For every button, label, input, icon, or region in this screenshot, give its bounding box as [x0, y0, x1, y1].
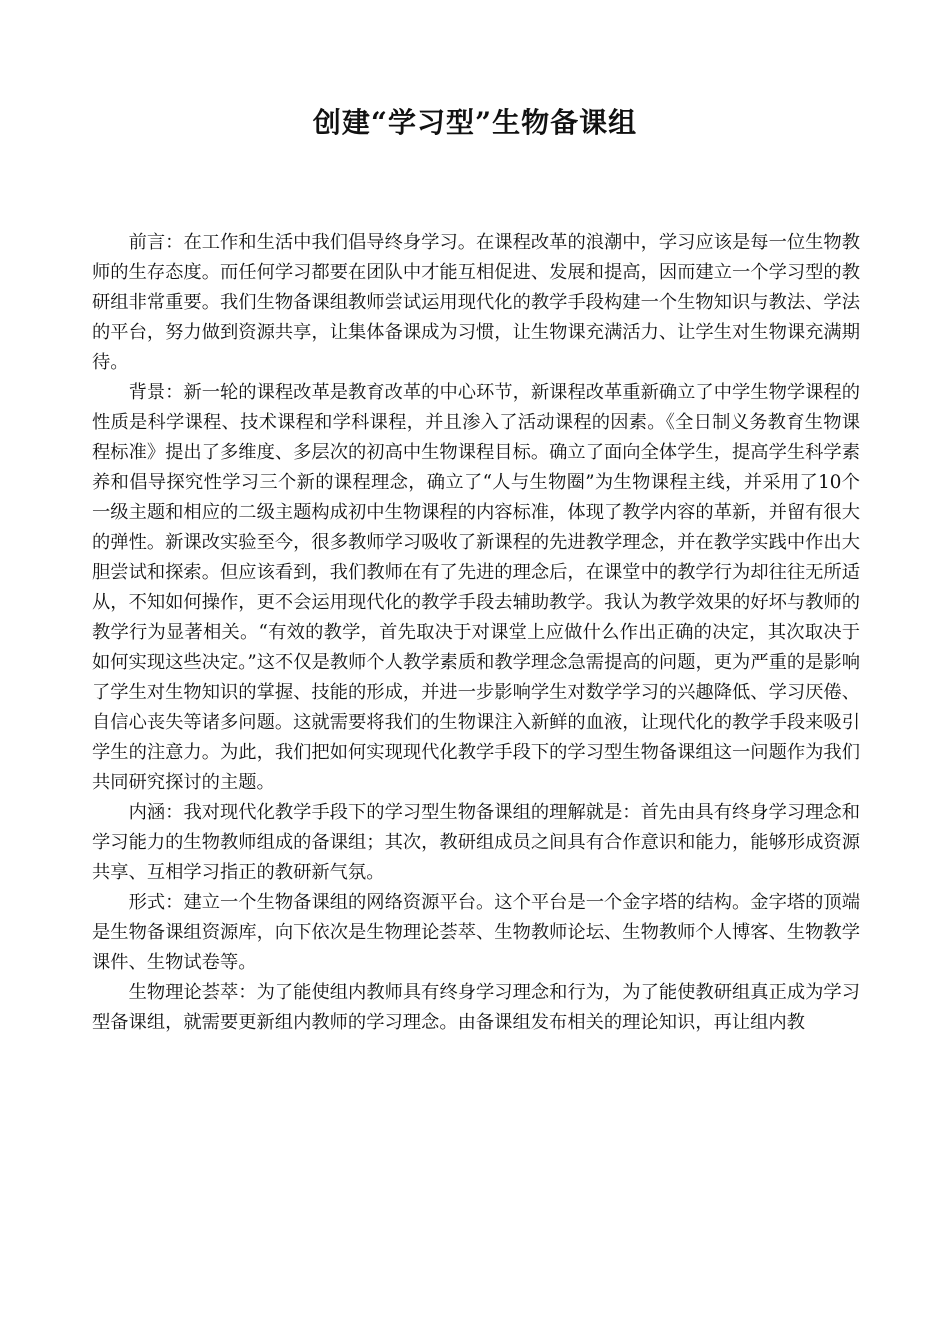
paragraph-theory-collection: 生物理论荟萃：为了能使组内教师具有终身学习理念和行为，为了能使教研组真正成为学习型备课组，就需要更新组内教师的学习理念。由备课组发布相关的理论知识，再让组内教	[92, 982, 860, 1033]
paragraph-form: 形式：建立一个生物备课组的网络资源平台。这个平台是一个金字塔的结构。金字塔的顶端是生物备课组资源库，向下依次是生物理论荟萃、生物教师论坛、生物教师个人博客、生物教学课件、生物试卷等。	[92, 892, 860, 973]
document-title: 创建“学习型”生物备课组	[312, 106, 638, 139]
paragraph-background: 背景：新一轮的课程改革是教育改革的中心环节，新课程改革重新确立了中学生物学课程的性质是科学课程、技术课程和学科课程，并且渗入了活动课程的因素。《全日制义务教育生物课程标准》提出了多维度、多层次的初高中生物课程目标。确立了面向全体学生，提高学生科学素养和倡导探究性学习三个新的课程理念，确立了“人与生物圈”为生物课程主线，并采用了10个一级主题和相应的二级主题构成初中生物课程的内容标准，体现了教学内容的革新，并留有很大的弹性。新课改实验至今，很多教师学习吸收了新课程的先进教学理念，并在教学实践中作出大胆尝试和探索。但应该看到，我们教师在有了先进的理念后，在课堂中的教学行为却往往无所适从，不知如何操作，更不会运用现代化的教学手段去辅助教学。我认为教学效果的好坏与教师的教学行为显著相关。“有效的教学，首先取决于对课堂上应做什么作出正确的决定，其次取决于如何实现这些决定。”这不仅是教师个人教学素质和教学理念急需提高的问题，更为严重的是影响了学生对生物知识的掌握、技能的形成，并进一步影响学生对数学学习的兴趣降低、学习厌倦、自信心丧失等诸多问题。这就需要将我们的生物课注入新鲜的血液，让现代化的教学手段来吸引学生的注意力。为此，我们把如何实现现代化教学手段下的学习型生物备课组这一问题作为我们共同研究探讨的主题。	[92, 382, 861, 793]
paragraph-connotation: 内涵：我对现代化教学手段下的学习型生物备课组的理解就是：首先由具有终身学习理念和学习能力的生物教师组成的备课组；其次，教研组成员之间具有合作意识和能力，能够形成资源共享、互相学习指正的教研新气氛。	[92, 802, 860, 883]
document-body	[92, 228, 860, 1038]
paragraph-preface: 前言：在工作和生活中我们倡导终身学习。在课程改革的浪潮中，学习应该是每一位生物教师的生存态度。而任何学习都要在团队中才能互相促进、发展和提高，因而建立一个学习型的教研组非常重要。我们生物备课组教师尝试运用现代化的教学手段构建一个生物知识与教法、学法的平台，努力做到资源共享，让集体备课成为习惯，让生物课充满活力、让学生对生物课充满期待。	[92, 232, 860, 373]
